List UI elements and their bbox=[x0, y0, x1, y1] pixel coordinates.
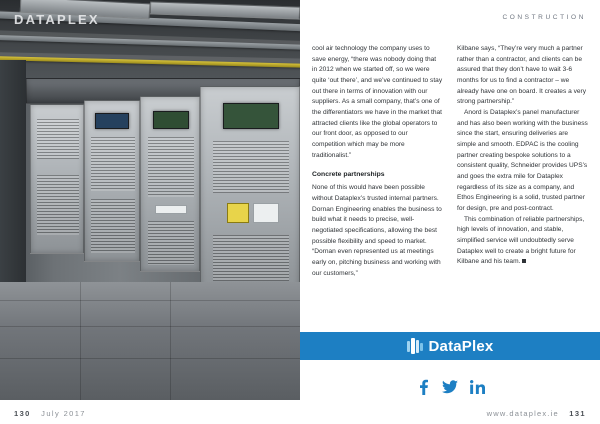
info-label bbox=[253, 203, 279, 223]
side-wall bbox=[0, 60, 26, 310]
cabinet-display-panel bbox=[95, 113, 129, 129]
equipment-cabinet bbox=[84, 100, 140, 262]
floor-tile-seam bbox=[0, 358, 300, 359]
facebook-icon[interactable] bbox=[414, 378, 432, 396]
cabinet-display-panel bbox=[153, 111, 189, 129]
social-links bbox=[300, 378, 600, 396]
subheading: Concrete partnerships bbox=[312, 171, 385, 179]
cabinet-label bbox=[155, 205, 187, 214]
dataplex-bars-logo-icon bbox=[407, 338, 423, 354]
ventilation-duct bbox=[150, 1, 300, 19]
cabinet-vent bbox=[148, 137, 194, 197]
cabinet-vent bbox=[91, 199, 135, 253]
floor-tile-seam bbox=[170, 282, 171, 400]
floor-tile-seam bbox=[80, 282, 81, 400]
right-page-footer bbox=[300, 400, 600, 424]
paragraph: None of this would have been possible without Dataplex’s trusted internal partners. Dornan Engineering enables the business to build what it needs to precise, well-negotiated specifications, allowing the best possible flexibility and speed to market. “Dornan even represented us at meetings early on, pitching business and working with our customers,” bbox=[312, 184, 442, 277]
end-mark-icon bbox=[522, 259, 526, 263]
paragraph: Kilbane says, “They’re very much a partner rather than a contractor, and clients can be assured that they don’t have to wait 3-6 months for us to find a contractor – we already have one on board. It creates a very strong partnership.” bbox=[457, 45, 587, 106]
brand-name: DataPlex bbox=[428, 337, 494, 355]
equipment-cabinet bbox=[140, 96, 200, 272]
floor-tile-seam bbox=[0, 300, 300, 301]
article-body bbox=[312, 44, 588, 279]
issue-date: July 2017 bbox=[41, 409, 86, 418]
cabinet-vent bbox=[148, 221, 194, 265]
page-number-left: 130 bbox=[14, 409, 31, 418]
linkedin-icon[interactable] bbox=[468, 378, 486, 396]
floor-tile-seam bbox=[0, 326, 300, 327]
brand-banner bbox=[300, 332, 600, 360]
ups-unit bbox=[200, 86, 300, 292]
ups-vent bbox=[213, 141, 289, 193]
ups-vent bbox=[213, 235, 289, 281]
left-page-footer bbox=[0, 400, 300, 424]
website-url[interactable]: www.dataplex.ie bbox=[486, 409, 559, 418]
paragraph: Anord is Dataplex’s panel manufacturer and has also been working with the business since the start, ensuring deliveries are simple and smooth. EDPAC is the cooling partner creating bespoke solutions to a consistent quality, Schneider provides UPS’s and goes the extra mile for Dataplex regardless of its size as a company, and Ethos Engineering is a solid, trusted partner for design, pre and post-contract. bbox=[457, 109, 588, 213]
cabinet-vent bbox=[91, 137, 135, 191]
right-text-page bbox=[300, 0, 600, 424]
page-number-right: 131 bbox=[569, 409, 586, 418]
cabinet-vent bbox=[37, 175, 79, 235]
equipment-cabinet bbox=[30, 104, 84, 254]
twitter-icon[interactable] bbox=[441, 378, 459, 396]
text-column-1 bbox=[312, 44, 443, 279]
section-kicker: CONSTRUCTION bbox=[502, 14, 586, 21]
warning-label bbox=[227, 203, 249, 223]
folio-left bbox=[14, 409, 86, 418]
watermark-logo: DATAPLEX bbox=[14, 12, 100, 27]
paragraph-final bbox=[457, 215, 588, 268]
cabinet-vent bbox=[37, 119, 79, 159]
raised-floor bbox=[0, 282, 300, 400]
data-centre-photograph bbox=[0, 0, 300, 400]
folio-right bbox=[487, 409, 586, 418]
paragraph: cool air technology the company uses to save energy, “there was nobody doing that in 2012 when we started off, so we were quite ‘out there’, and we’ve continued to stay out there in terms of innovation with our suppliers. As a small company, that’s one of the differentiators we have in the market that attracted clients like the global operators to our front door, as opposed to our competition which may be more traditionalist.” bbox=[312, 45, 443, 159]
ups-display bbox=[223, 103, 279, 129]
text-column-2 bbox=[457, 44, 588, 279]
paragraph-text: This combination of reliable partnerships, high levels of innovation, and stable, simplified service will undoubtedly serve Dataplex well to create a bright future for Kilbane and his team. bbox=[457, 215, 585, 266]
